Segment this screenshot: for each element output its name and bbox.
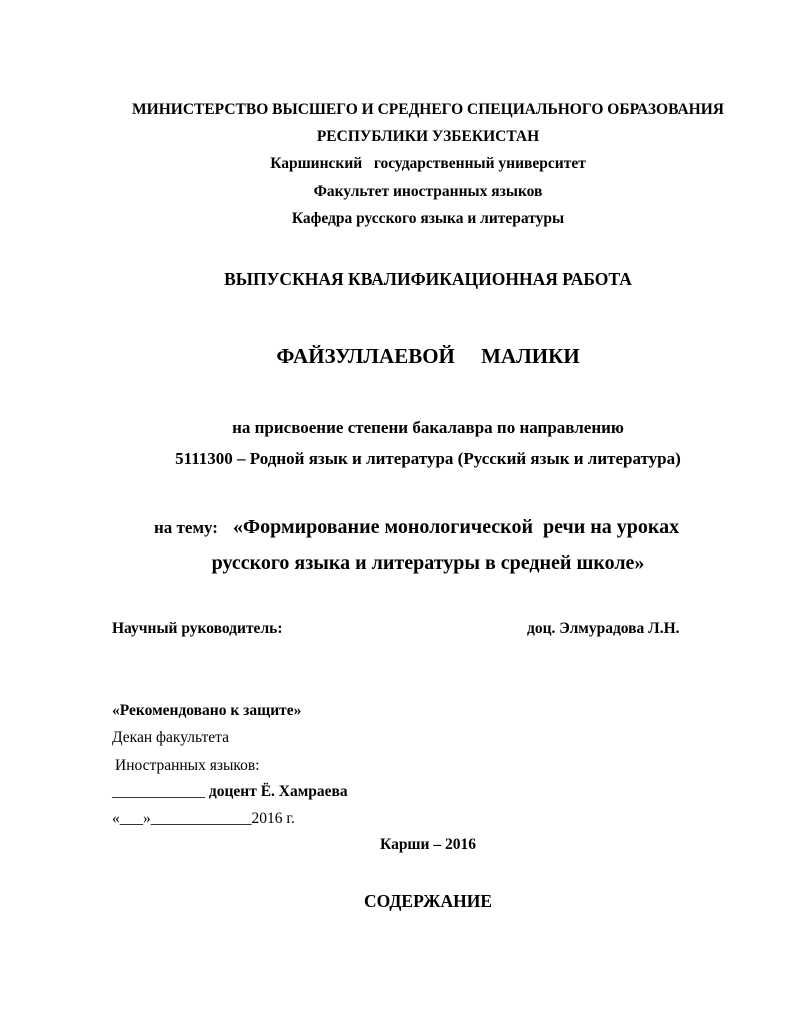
supervisor-label: Научный руководитель: — [112, 620, 283, 637]
supervisor-name: доц. Элмурадова Л.Н. — [527, 620, 680, 637]
topic-text-1: «Формирование монологической речи на уроках — [217, 516, 680, 538]
department-name: Кафедра русского языка и литературы — [291, 210, 565, 227]
ministry-line-1: МИНИСТЕРСТВО ВЫСШЕГО И СРЕДНЕГО СПЕЦИАЛЬНОГО ОБРАЗОВАНИЯ — [132, 101, 724, 118]
dean-name: доцент Ё. Хамраева — [205, 783, 348, 800]
contents-heading: СОДЕРЖАНИЕ — [363, 891, 492, 911]
topic-label: на тему: — [154, 518, 218, 537]
degree-line-1: на присвоение степени бакалавра по направлению — [232, 418, 624, 437]
author-name: ФАЙЗУЛЛАЕВОЙ МАЛИКИ — [276, 344, 580, 368]
date-line: «___»_____________2016 г. — [112, 810, 295, 827]
topic-line-1 — [154, 516, 679, 539]
degree-line-2: 5111300 – Родной язык и литература (Русский язык и литература) — [175, 449, 681, 468]
city-year: Карши – 2016 — [380, 836, 476, 853]
recommended-label: «Рекомендовано к защите» — [112, 702, 302, 719]
work-type-title: ВЫПУСКНАЯ КВАЛИФИКАЦИОННАЯ РАБОТА — [224, 269, 632, 289]
university-name: Каршинский государственный университет — [270, 155, 586, 172]
dean-signature-line — [112, 783, 348, 801]
signature-blank: ____________ — [112, 783, 205, 800]
dean-line-1: Декан факультета — [112, 729, 229, 746]
faculty-name: Факультет иностранных языков — [313, 183, 543, 200]
dean-line-2: Иностранных языков: — [115, 757, 260, 774]
topic-line-2: русского языка и литературы в средней школе» — [211, 552, 645, 574]
ministry-line-2: РЕСПУБЛИКИ УЗБЕКИСТАН — [316, 128, 540, 145]
